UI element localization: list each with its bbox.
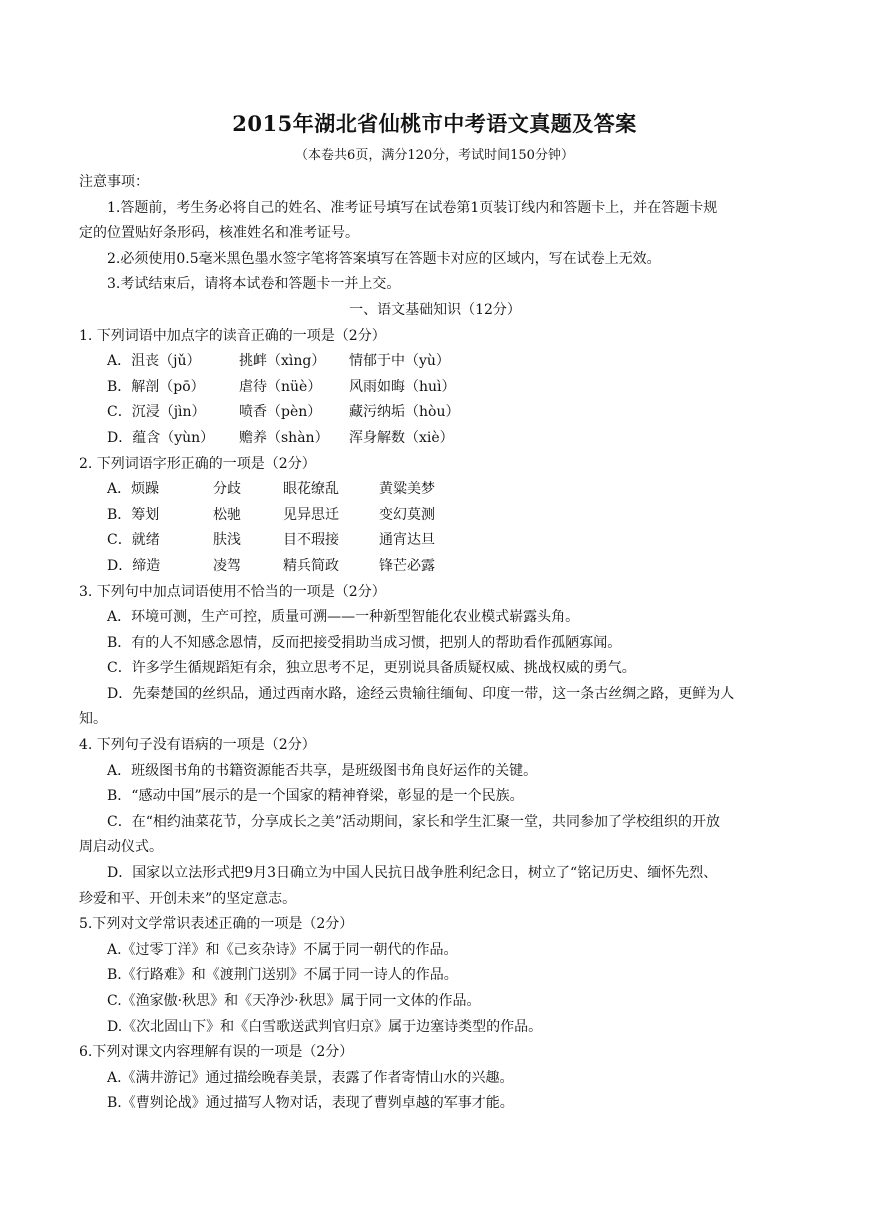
option-cell: 见异思迁: [283, 506, 339, 523]
question-option: D．国家以立法形式把9月3日确立为中国人民抗日战争胜利纪念日，树立了“铭记历史、缅怀先烈、: [107, 865, 718, 882]
page-subtitle: （本卷共6页，满分120分，考试时间150分钟）: [295, 148, 574, 163]
section-heading: 一、语文基础知识（12分）: [349, 301, 521, 318]
option-cell: 锋芒必露: [379, 557, 435, 574]
page-title: 2015年湖北省仙桃市中考语文真题及答案: [232, 111, 637, 136]
option-cell: 情郁于中（yù）: [349, 353, 450, 370]
question-option-continued: 知。: [79, 711, 107, 728]
question-option-continued: 珍爱和平、开创未来”的坚定意志。: [79, 890, 297, 907]
question-stem: 4. 下列句子没有语病的一项是（2分）: [79, 737, 316, 754]
exam-content: [79, 170, 791, 1117]
question-option: [79, 349, 791, 375]
option-cell: 喷香（pèn）: [239, 404, 322, 421]
option-cell: 分歧: [213, 481, 241, 498]
question-stem: 1. 下列词语中加点字的读音正确的一项是（2分）: [79, 327, 386, 344]
question-option: [79, 528, 791, 554]
question-option: C．在“相约油菜花节，分享成长之美”活动期间，家长和学生汇聚一堂，共同参加了学校组织的开放: [107, 813, 721, 830]
option-cell: C．就绪: [107, 532, 160, 549]
question-option: B.《行路难》和《渡荆门送别》不属于同一诗人的作品。: [107, 967, 458, 984]
option-cell: 黄粱美梦: [379, 481, 435, 498]
option-cell: B．筹划: [107, 506, 160, 523]
notice-item: 3.考试结束后，请将本试卷和答题卡一并上交。: [107, 276, 401, 293]
question-option: A.《满井游记》通过描绘晚春美景，表露了作者寄情山水的兴趣。: [107, 1069, 514, 1086]
option-cell: 目不瑕接: [283, 532, 339, 549]
question-stem: 3. 下列句中加点词语使用不恰当的一项是（2分）: [79, 583, 386, 600]
question-option: [79, 554, 791, 580]
question-option: B．“感动中国”展示的是一个国家的精神脊梁，彰显的是一个民族。: [107, 788, 524, 805]
option-cell: 变幻莫测: [379, 506, 435, 523]
option-cell: 挑衅（xìng）: [239, 353, 326, 370]
question-option: C.《渔家傲·秋思》和《天净沙·秋思》属于同一文体的作品。: [107, 993, 481, 1009]
option-cell: A．沮丧（jǔ）: [107, 353, 201, 370]
notice-item: 2.必须使用0.5毫米黑色墨水签字笔将答案填写在答题卡对应的区域内，写在试卷上无效。: [107, 250, 661, 267]
option-cell: D．蕴含（yùn）: [107, 429, 215, 446]
question-stem: 2. 下列词语字形正确的一项是（2分）: [79, 455, 316, 472]
question-option: [79, 400, 791, 426]
option-cell: 肤浅: [213, 532, 241, 549]
question-option: A．班级图书角的书籍资源能否共享，是班级图书角良好运作的关键。: [107, 762, 538, 779]
question-option: [79, 477, 791, 503]
question-stem: 6.下列对课文内容理解有误的一项是（2分）: [79, 1044, 354, 1061]
question-option: D．先秦楚国的丝织品，通过西南水路，途经云贵输往缅甸、印度一带，这一条古丝绸之路，更鲜为人: [107, 685, 735, 702]
question-option: B．有的人不知感念恩情，反而把接受捐助当成习惯，把别人的帮助看作孤陋寡闻。: [107, 634, 622, 651]
question-option: [79, 426, 791, 452]
option-cell: D．缔造: [107, 557, 161, 574]
question-option: A．环境可测，生产可控，质量可溯——一种新型智能化农业模式崭露头角。: [107, 609, 580, 626]
option-cell: 松驰: [213, 506, 241, 523]
option-cell: 精兵简政: [283, 557, 339, 574]
notice-item: 1.答题前，考生务必将自己的姓名、准考证号填写在试卷第1页装订线内和答题卡上，并在答题卡规: [107, 199, 718, 216]
question-option: B.《曹刿论战》通过描写人物对话，表现了曹刿卓越的军事才能。: [107, 1095, 514, 1112]
option-cell: B．解剖（pō）: [107, 378, 205, 395]
question-option: D.《次北固山下》和《白雪歌送武判官归京》属于边塞诗类型的作品。: [107, 1018, 543, 1035]
option-cell: 眼花缭乱: [283, 481, 339, 498]
question-option: C．许多学生循规蹈矩有余，独立思考不足，更别说具备质疑权威、挑战权威的勇气。: [107, 660, 636, 677]
option-cell: 藏污纳垢（hòu）: [349, 404, 460, 421]
question-option: A.《过零丁洋》和《己亥杂诗》不属于同一朝代的作品。: [107, 941, 458, 958]
option-cell: 虐待（nüè）: [239, 378, 322, 395]
option-cell: 风雨如晦（huì）: [349, 378, 456, 395]
question-option: [79, 503, 791, 529]
notice-heading: 注意事项：: [79, 174, 149, 190]
notice-item: 定的位置贴好条形码，核准姓名和准考证号。: [79, 225, 359, 242]
option-cell: C．沉浸（jìn）: [107, 404, 206, 421]
option-cell: 凌驾: [213, 557, 241, 574]
option-cell: 赡养（shàn）: [239, 429, 329, 446]
question-option-continued: 周启动仪式。: [79, 839, 163, 856]
option-cell: 通宵达旦: [379, 532, 435, 549]
question-option: [79, 375, 791, 401]
option-cell: 浑身解数（xiè）: [349, 429, 454, 446]
option-cell: A．烦躁: [107, 481, 160, 498]
question-stem: 5.下列对文学常识表述正确的一项是（2分）: [79, 916, 354, 933]
